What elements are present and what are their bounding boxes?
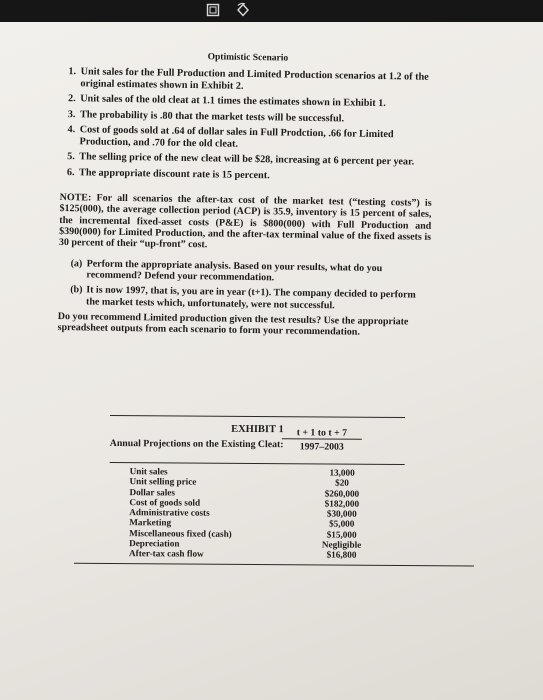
column-header-years: 1997–2003 — [282, 438, 362, 453]
row-value: Negligible — [321, 539, 362, 550]
question-text: It is now 1997, that is, you are in year (t+1). The company decided to perform the market tests which, unfortunately, were not successful. — [85, 284, 416, 311]
photo-editor-toolbar — [0, 0, 543, 22]
exhibit-title: EXHIBIT 1 — [231, 423, 284, 436]
question-text: Perform the appropriate analysis. Based on your results, what do you recommend? Defend your recommendation. — [86, 258, 383, 284]
list-item: 5. The selling price of the new cleat will be $28, increasing at 6 percent per year. — [77, 151, 432, 168]
row-label: Depreciation — [129, 538, 180, 549]
row-label: After-tax cash flow — [128, 548, 204, 560]
rotate-icon[interactable] — [235, 2, 251, 18]
row-value: $260,000 — [324, 488, 360, 499]
list-item: 3. The probability is .80 that the market tests will be successful. — [78, 109, 433, 126]
crop-icon[interactable] — [205, 2, 221, 18]
row-value: $15,000 — [326, 529, 357, 540]
question-item — [70, 258, 430, 286]
row-value: $5,000 — [329, 519, 355, 530]
list-item: 2. Unit sales of the old cleat at 1.1 times the estimates shown in Exhibit 1. — [78, 93, 433, 110]
table-row — [109, 548, 404, 560]
note-paragraph: NOTE: For all scenarios the after-tax cost of the market test (“testing costs”) is $125(000), the average collection period (ACP) is 35.9, inventory is 15 percent of sales, the incremental fixed-asset costs (P&E) is $800(000) with Full Production and $390(000) for Limited Production, and the after-tax terminal value of the fixed assets is 30 percent of their “up-front” cost. — [58, 192, 432, 251]
divider — [74, 562, 474, 566]
question-label: (b) — [70, 284, 83, 296]
document-body — [58, 50, 434, 339]
document-page — [0, 22, 543, 700]
row-value: 13,000 — [329, 467, 355, 478]
exhibit-caption: Annual Projections on the Existing Cleat: — [109, 437, 284, 451]
divider — [110, 415, 405, 418]
list-item: 4. Cost of goods sold at .64 of dollar sales in Full Prodction, .66 for Limited Production, and .70 for the old cleat. — [77, 124, 432, 153]
row-value: $16,800 — [326, 549, 357, 561]
question-list — [70, 258, 431, 312]
exhibit-table — [109, 415, 405, 566]
row-value: $182,000 — [324, 498, 360, 509]
final-question: Do you recommend Limited production given the test results? Use the appropriate spreadsheet outputs from each scenario to form your recommendation. — [57, 310, 409, 338]
list-item: 1. Unit sales for the Full Production and Limited Production scenarios at 1.2 of the original estimates shown in Exhibit 2. — [78, 66, 433, 95]
row-label: Unit sales — [129, 466, 168, 477]
row-label: Marketing — [129, 517, 172, 528]
exhibit-rows — [109, 462, 405, 561]
row-value: $30,000 — [326, 508, 357, 519]
row-label: Administrative costs — [129, 507, 210, 518]
page-title: Optimistic Scenario — [207, 52, 289, 64]
scenario-list — [60, 66, 434, 184]
column-header — [282, 427, 362, 453]
question-item — [70, 285, 430, 313]
column-header-range: t + 1 to t + 7 — [296, 427, 348, 439]
question-label: (a) — [70, 258, 83, 270]
list-item: 6. The appropriate discount rate is 15 percent. — [77, 167, 432, 184]
row-label: Cost of goods sold — [129, 497, 201, 508]
row-value: $20 — [335, 477, 349, 488]
row-label: Unit selling price — [129, 476, 197, 487]
row-label: Dollar sales — [129, 486, 176, 498]
row-label: Miscellaneous fixed (cash) — [129, 527, 232, 539]
